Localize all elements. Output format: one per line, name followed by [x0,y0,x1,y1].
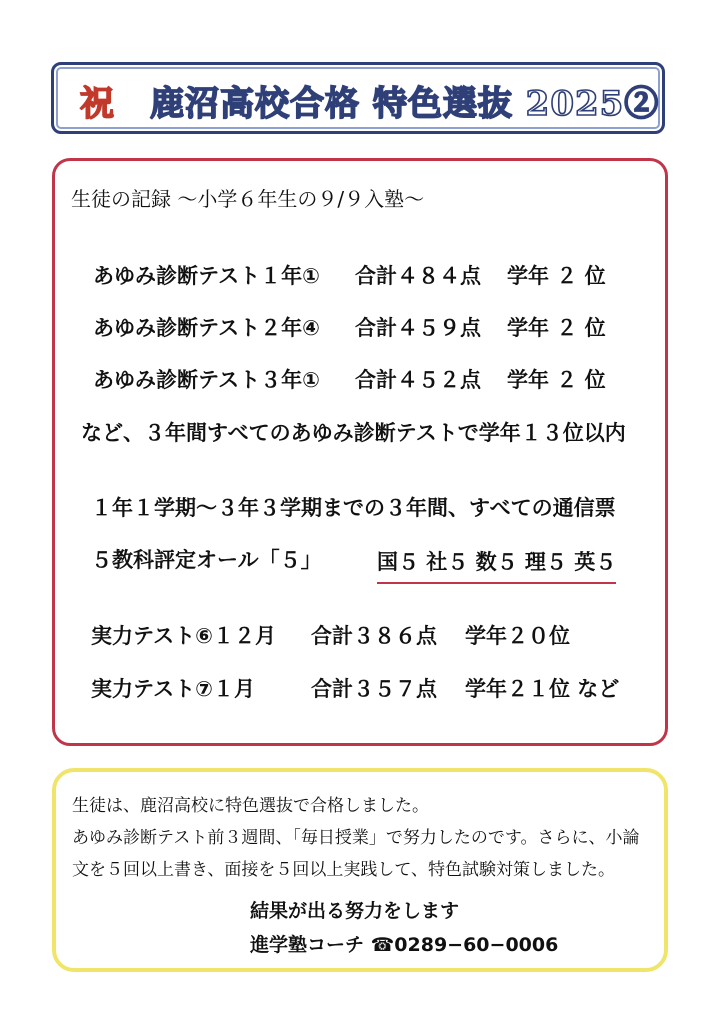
jitsuryoku-1-rank: 学年２０位 [465,624,570,648]
message-box [52,768,668,972]
test-summary: など、３年間すべてのあゆみ診断テストで学年１３位以内 [81,421,626,445]
subject-grades: 国５ 社５ 数５ 理５ 英５ [377,546,616,584]
message-line-2: あゆみ診断テスト前３週間、「毎日授業」で努力したのです。さらに、小論 [72,828,640,848]
jitsuryoku-2-rank: 学年２１位 など [465,677,620,701]
student-record-box [52,158,668,746]
test-2-rank: 学年 ２ 位 [507,316,606,340]
test-3-name: あゆみ診断テスト３年① [93,368,320,392]
message-line-3: 文を５回以上書き、面接を５回以上実践して、特色試験対策しました。 [72,860,615,880]
test-1-name: あゆみ診断テスト１年① [93,264,320,288]
jitsuryoku-2-name: 実力テスト⑦１月 [91,677,255,701]
test-1-sum: 合計４８４点 [355,264,481,288]
test-2-sum: 合計４５９点 [355,316,481,340]
jitsuryoku-2-sum: 合計３５７点 [311,677,437,701]
test-2-name: あゆみ診断テスト２年④ [93,316,320,340]
test-1-rank: 学年 ２ 位 [507,264,606,288]
record-header: 生徒の記録 ～小学６年生の９/９入塾～ [71,187,425,211]
test-3-rank: 学年 ２ 位 [507,368,606,392]
contact-line: 進学塾コーチ ☎0289−60−0006 [250,934,559,956]
jitsuryoku-1-sum: 合計３８６点 [311,624,437,648]
message-line-1: 生徒は、鹿沼高校に特色選抜で合格しました。 [72,796,429,816]
test-3-sum: 合計４５２点 [355,368,481,392]
title-banner [51,62,665,134]
jitsuryoku-1-name: 実力テスト⑥１２月 [91,624,276,648]
page-title: 鹿沼高校合格 特色選抜 2025② [150,84,660,124]
slogan: 結果が出る努力をします [250,900,460,922]
all-five-line: ５教科評定オール「５」 [91,548,322,572]
tsushin-line: １年１学期～３年３学期までの３年間、すべての通信票 [91,496,616,520]
title-celebration-mark: 祝 [80,84,114,124]
